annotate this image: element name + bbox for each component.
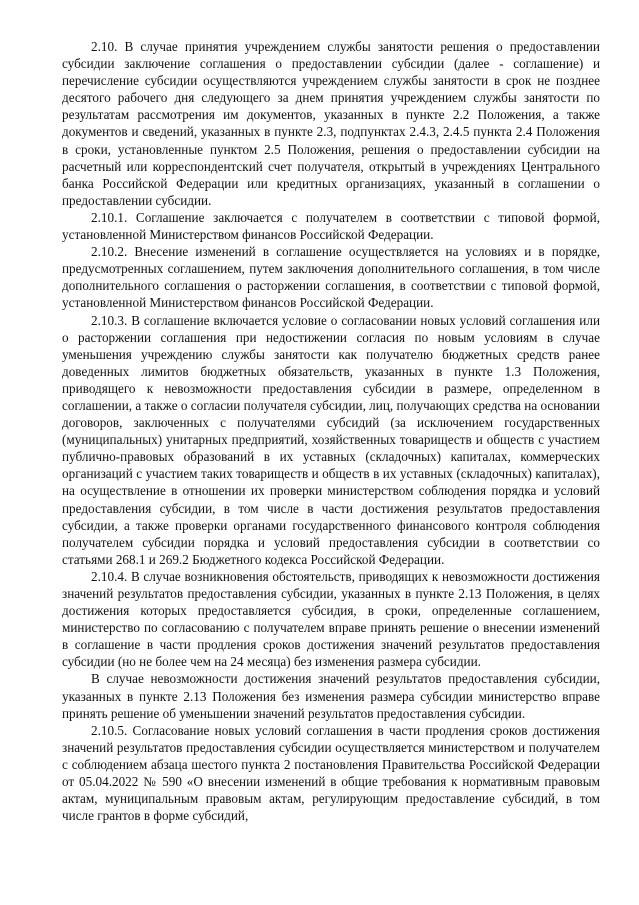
paragraph-2-10-4: 2.10.4. В случае возникновения обстоятельств, приводящих к невозможности достижения значений результатов предоставления субсидии, указанных в пункте 2.13 Положения, в целях достижения которых предоставляется субсидия, в сроки, определенные соглашением, министерство по согласованию с получателем вправе принять решение о внесении изменений в соглашение в части продления сроков достижения значений результатов предоставления субсидии (но не более чем на 24 месяца) без изменения размера субсидии. (62, 568, 600, 670)
paragraph-2-10-2: 2.10.2. Внесение изменений в соглашение осуществляется на условиях и в порядке, предусмотренных соглашением, путем заключения дополнительного соглашения, в том числе дополнительного соглашения о расторжении соглашения, в соответствии с типовой формой, установленной Министерством финансов Российской Федерации. (62, 244, 600, 311)
paragraph-2-10: 2.10. В случае принятия учреждением службы занятости решения о предоставлении субсидии заключение соглашения о предоставлении субсидии (далее - соглашение) и перечисление субсидии осуществляются учреждением службы занятости в срок не позднее десятого рабочего дня следующего за днем принятия учреждением службы занятости по результатам рассмотрения им документов, указанных в пункте 2.2 Положения, а также документов и сведений, указанных в пункте 2.3, подпунктах 2.4.3, 2.4.5 пункта 2.4 Положения в сроки, установленные пунктом 2.5 Положения, решения о предоставлении субсидии на расчетный или корреспондентский счет получателя, открытый в учреждениях Центрального банка Российской Федерации или кредитных организациях, указанный в соглашении о предоставлении субсидии. (62, 39, 600, 208)
paragraph-2-10-5: 2.10.5. Согласование новых условий соглашения в части продления сроков достижения значений результатов предоставления субсидии осуществляется министерством и получателем с соблюдением абзаца шестого пункта 2 постановления Правительства Российской Федерации от 05.04.2022 № 590 «О внесении изменений в общие требования к нормативным правовым актам, муниципальным правовым актам, регулирующим предоставление субсидий, в том числе грантов в форме субсидий, (62, 722, 600, 824)
paragraph-2-10-4-continued: В случае невозможности достижения значений результатов предоставления субсидии, указанных в пункте 2.13 Положения без изменения размера субсидии министерство вправе принять решение об уменьшении значений результатов предоставления субсидии. (62, 671, 600, 721)
paragraph-2-10-3: 2.10.3. В соглашение включается условие о согласовании новых условий соглашения или о расторжении соглашения при недостижении согласия по новым условиям в случае уменьшения учреждению службы занятости как получателю бюджетных средств ранее доведенных лимитов бюджетных обязательств, указанных в пункте 1.3 Положения, приводящего к невозможности предоставления субсидии в размере, определенном в соглашении, а также о согласии получателя субсидии, лиц, получающих средства на основании договоров, заключенных с получателями субсидий (за исключением государственных (муниципальных) унитарных предприятий, хозяйственных товариществ и обществ с участием публично-правовых образований в их уставных (складочных) капиталах, коммерческих организаций с участием таких товариществ и обществ в их уставных (складочных) капиталах), на осуществление в отношении их проверки министерством соблюдения порядка и условий предоставления субсидии, в том числе в части достижения результатов предоставления субсидии, а также проверки органами государственного финансового контроля соблюдения получателем субсидии порядка и условий предоставления субсидии в соответствии со статьями 268.1 и 269.2 Бюджетного кодекса Российской Федерации. (62, 312, 600, 567)
paragraph-2-10-1: 2.10.1. Соглашение заключается с получателем в соответствии с типовой формой, установленной Министерством финансов Российской Федерации. (62, 209, 600, 243)
document-page (62, 38, 600, 824)
